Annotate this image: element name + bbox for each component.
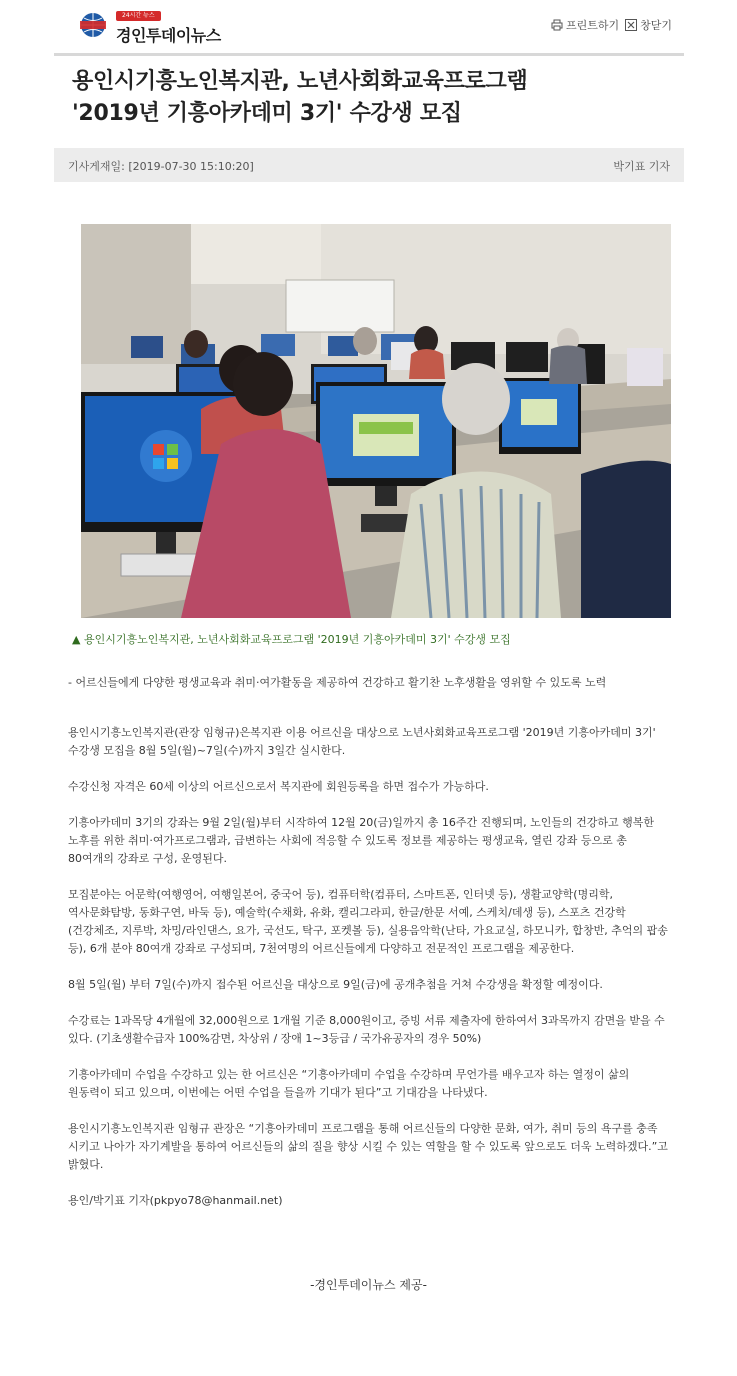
- article-paragraph: 모집분야는 어문학(여행영어, 여행일본어, 중국어 등), 컴퓨터학(컴퓨터, 스마트폰, 인터넷 등), 생활교양학(명리학, 역사문화탐방, 동화구연, 바둑 등), 예술학(수채화, 유화, 캘리그라피, 한글/한문 서예, 스케치/데생 등), 스포츠 건강학(건강체조, 지루박, 차밍/라인댄스, 요가, 국선도, 탁구, 포켓볼 등), 실용음악학(난타, 가요교실, 하모니카, 합창반, 추억의 팝송 등), 6개 분야 80여개 강좌로 구성되며, 7천여명의 어르신들에게 다양하고 전문적인 프로그램을 제공한다.: [68, 888, 668, 955]
- print-label: 프린트하기: [565, 19, 620, 32]
- article-meta-bar: [54, 148, 684, 182]
- article-byline: 용인/박기표 기자(pkpyo78@hanmail.net): [68, 1194, 283, 1207]
- article-body: [68, 674, 672, 1228]
- article-title: [72, 66, 692, 130]
- header-tools: [551, 17, 672, 33]
- article-paragraph: 기흥아카데미 3기의 강좌는 9월 2일(월)부터 시작하여 12월 20(금)일까지 총 16주간 진행되며, 노인들의 건강하고 행복한 노후를 위한 취미·여가프로그램과, 급변하는 사회에 적응할 수 있도록 정보를 제공하는 평생교육, 열린 강좌 등으로 총 80여개의 강좌로 구성, 운영된다.: [68, 816, 655, 865]
- article-title-line-1: 용인시기흥노인복지관, 노년사회화교육프로그램: [72, 69, 528, 94]
- article-title-line-2: '2019년 기흥아카데미 3기' 수강생 모집: [72, 101, 462, 126]
- article-paragraph: 수강신청 자격은 60세 이상의 어르신으로서 복지관에 회원등록을 하면 접수가 가능하다.: [68, 780, 489, 793]
- close-window-button[interactable]: [625, 17, 672, 33]
- close-label: 창닫기: [640, 19, 672, 32]
- computer-class-photo: [81, 224, 671, 618]
- photo-caption: ▲ 용인시기흥노인복지관, 노년사회화교육프로그램 '2019년 기흥아카데미 3기' 수강생 모집: [72, 633, 511, 646]
- article-subtitle: - 어르신들에게 다양한 평생교육과 취미·여가활동을 제공하여 건강하고 활기찬 노후생활을 영위할 수 있도록 노력: [68, 676, 607, 689]
- article-paragraph: 기흥아카데미 수업을 수강하고 있는 한 어르신은 “기흥아카데미 수업을 수강하며 무언가를 배우고자 하는 열정이 삶의 원동력이 되고 있으며, 이번에는 어떤 수업을 들을까 기대가 된다”고 기대감을 나타냈다.: [68, 1068, 630, 1099]
- close-icon: [625, 19, 637, 31]
- writer-name: 박기표 기자: [613, 160, 670, 173]
- article-photo: [81, 224, 671, 618]
- printer-icon: [551, 19, 563, 31]
- logo-slogan: 24시간 뉴스: [116, 11, 161, 21]
- article-paragraph: 용인시기흥노인복지관 임형규 관장은 “기흥아카데미 프로그램을 통해 어르신들의 다양한 문화, 여가, 취미 등의 욕구를 충족 시키고 나아가 자기계발을 통하여 어르신들의 삶의 질을 향상 시킬 수 있는 역할을 할 수 있도록 앞으로도 더욱 노력하겠다.”고 밝혔다.: [68, 1122, 668, 1171]
- article-paragraph: 용인시기흥노인복지관(관장 임형규)은복지관 이용 어르신을 대상으로 노년사회화교육프로그램 '2019년 기흥아카데미 3기' 수강생 모집을 8월 5일(월)~7일(수)까지 3일간 실시한다.: [68, 726, 656, 757]
- site-header: [54, 0, 684, 56]
- footer-credit: -경인투데이뉴스 제공-: [310, 1278, 427, 1292]
- logo-globe-icon: [80, 12, 106, 38]
- print-button[interactable]: [551, 17, 619, 33]
- logo-text: 경인투데이뉴스: [116, 26, 221, 45]
- article-paragraph: 수강료는 1과목당 4개월에 32,000원으로 1개월 기준 8,000원이고, 증빙 서류 제출자에 한하여서 3과목까지 감면을 받을 수 있다. (기초생활수급자 100%감면, 차상위 / 장애 1~3등급 / 국가유공자의 경우 50%): [68, 1014, 665, 1045]
- site-logo[interactable]: [80, 10, 270, 44]
- publish-date: 기사게재일: [2019-07-30 15:10:20]: [68, 160, 254, 173]
- article-paragraph: 8월 5일(월) 부터 7일(수)까지 접수된 어르신을 대상으로 9일(금)에 공개추첨을 거쳐 수강생을 확정할 예정이다.: [68, 978, 603, 991]
